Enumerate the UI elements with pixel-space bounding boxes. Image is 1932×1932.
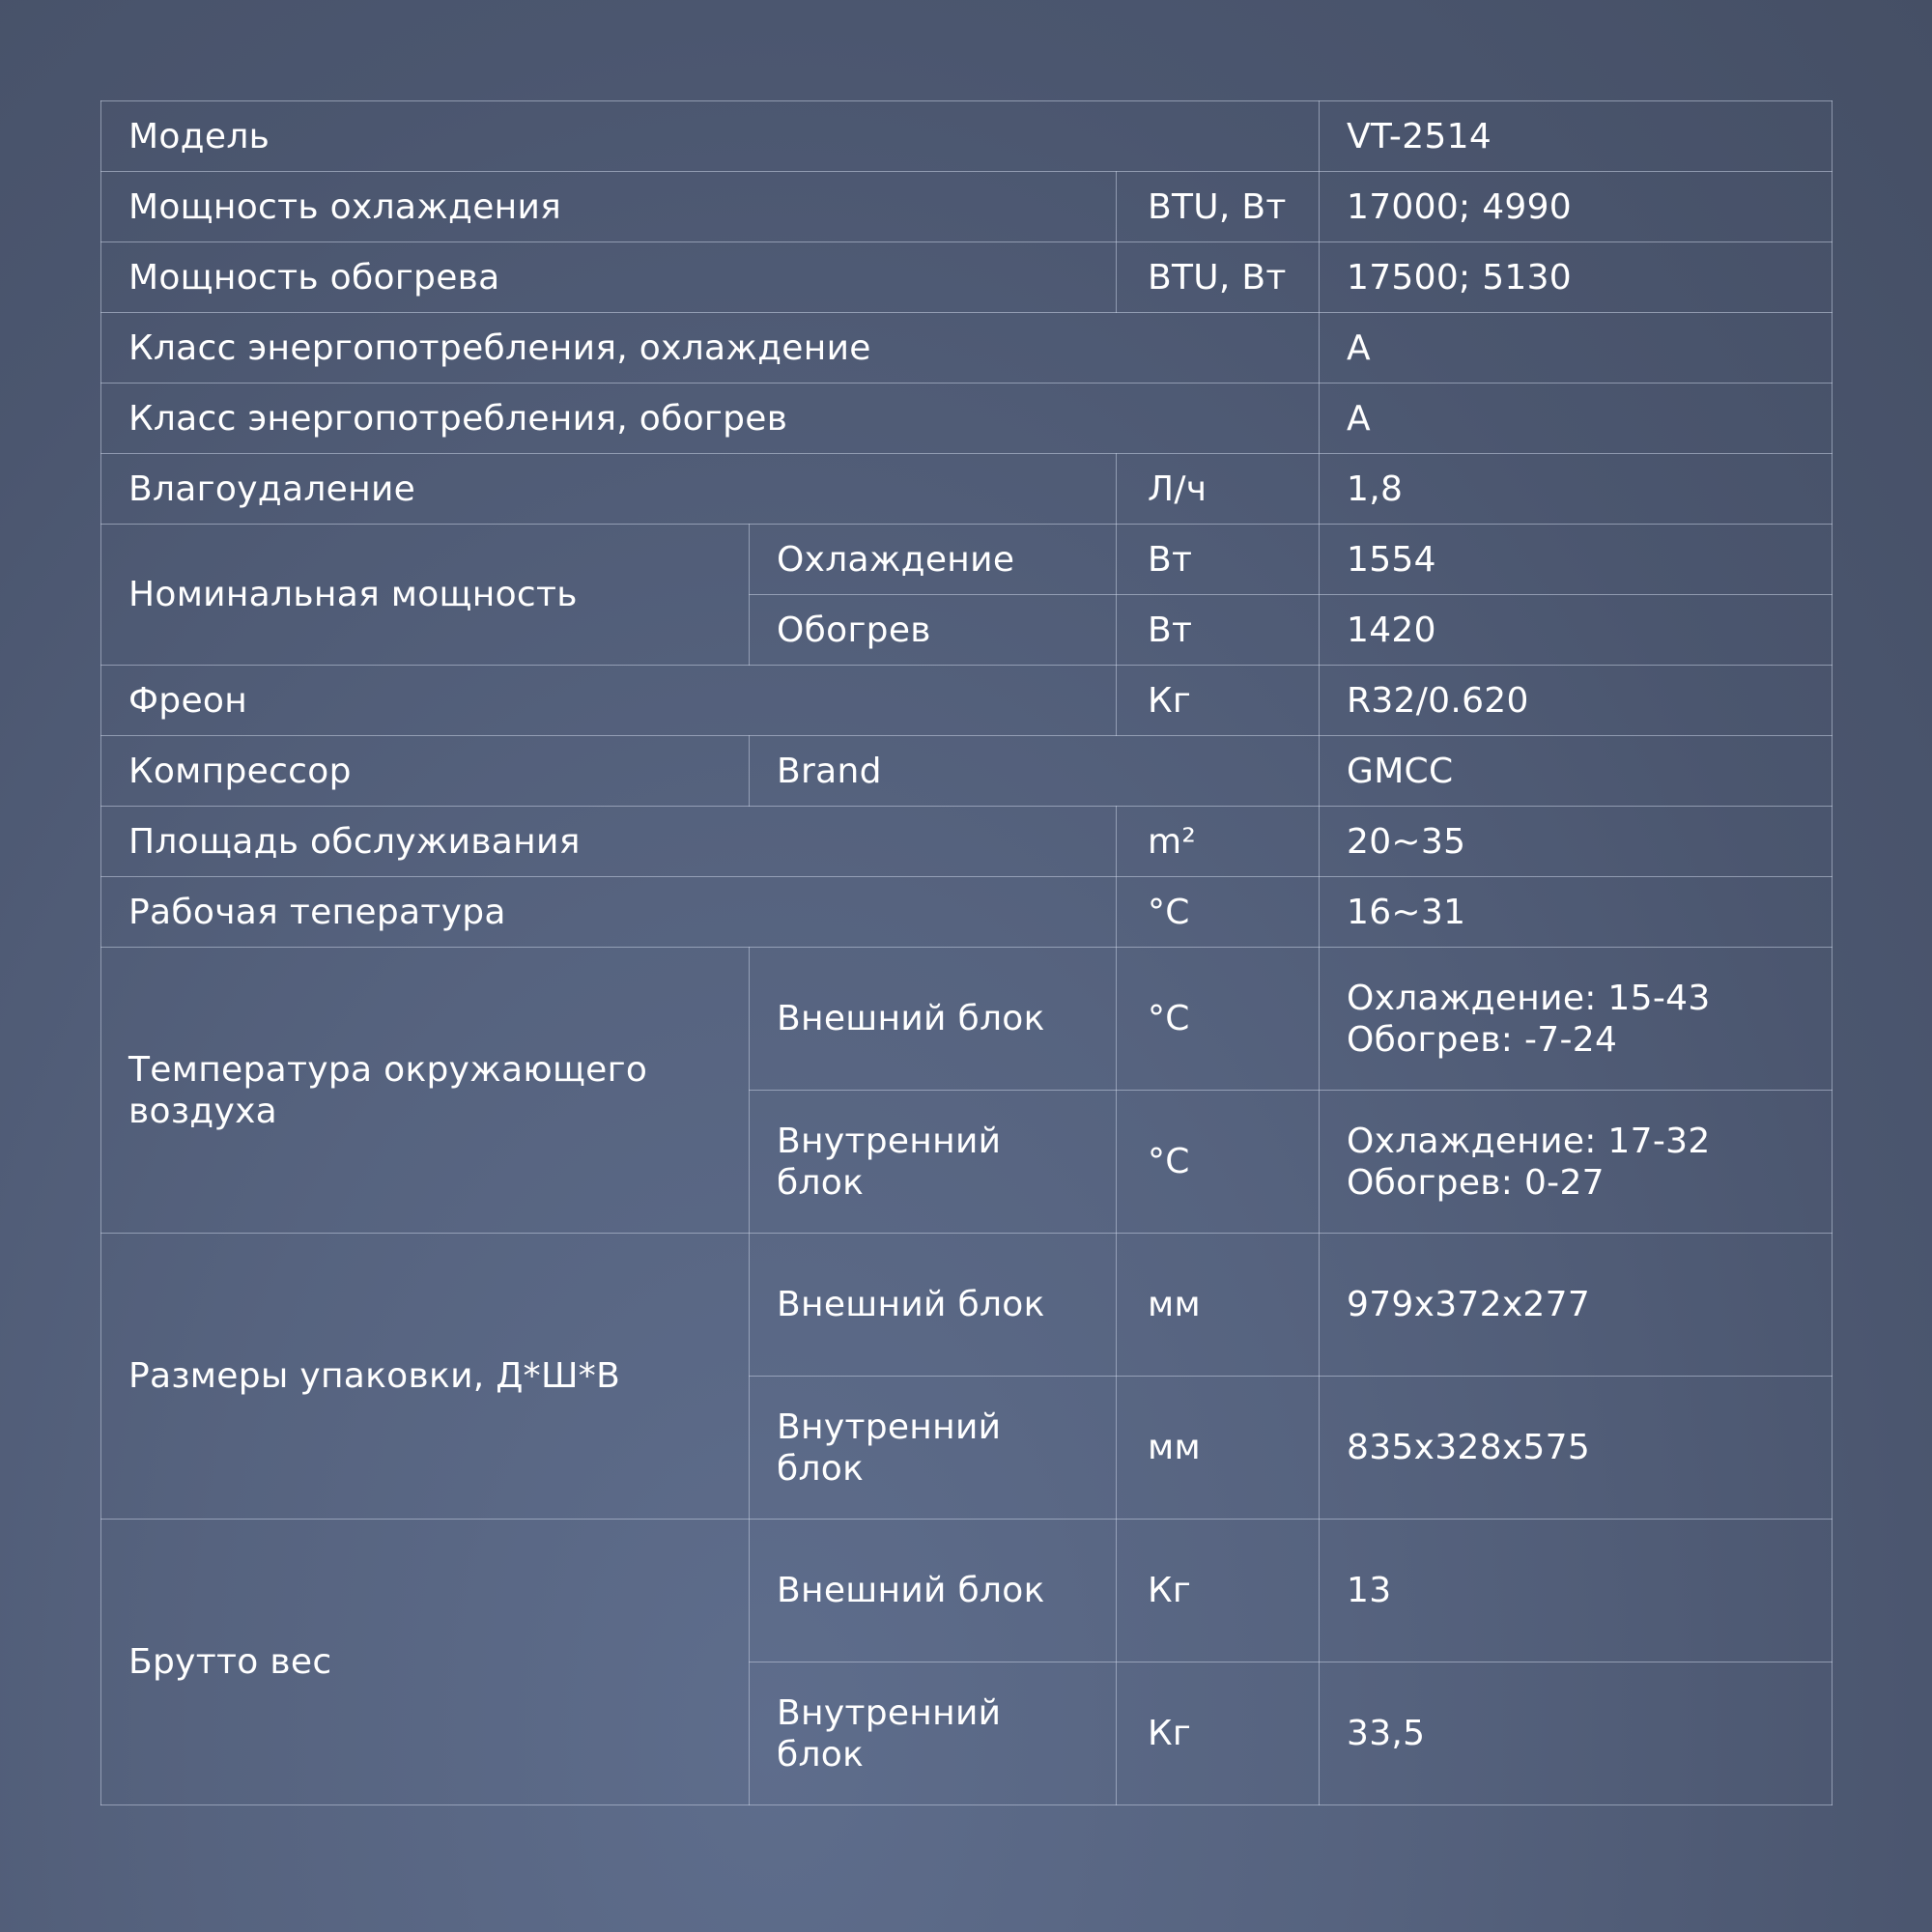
gross-weight-outdoor-label: Внешний блок	[750, 1520, 1117, 1662]
refrigerant-value: R32/0.620	[1320, 666, 1833, 736]
model-value: VT-2514	[1320, 101, 1833, 172]
compressor-sub-label: Brand	[750, 736, 1320, 807]
row-service-area	[101, 807, 1833, 877]
model-label: Модель	[101, 101, 1320, 172]
gross-weight-label: Брутто вес	[101, 1520, 750, 1805]
row-ambient-temp-outdoor	[101, 948, 1833, 1091]
ambient-temp-label: Температура окружающего воздуха	[101, 948, 750, 1234]
row-refrigerant	[101, 666, 1833, 736]
row-package-size-outdoor	[101, 1234, 1833, 1377]
ambient-temp-outdoor-cooling: Охлаждение: 15-43	[1347, 978, 1711, 1018]
ambient-temp-outdoor-unit: °C	[1117, 948, 1320, 1091]
gross-weight-indoor-label: Внутренний блок	[750, 1662, 1117, 1805]
gross-weight-indoor-unit: Кг	[1117, 1662, 1320, 1805]
ambient-temp-indoor-label: Внутренний блок	[750, 1091, 1117, 1234]
service-area-value: 20~35	[1320, 807, 1833, 877]
rated-power-heating-value: 1420	[1320, 595, 1833, 666]
cooling-power-value: 17000; 4990	[1320, 172, 1833, 242]
row-energy-class-cooling	[101, 313, 1833, 384]
package-size-outdoor-label: Внешний блок	[750, 1234, 1117, 1377]
dehumidification-label: Влагоудаление	[101, 454, 1117, 525]
dehumidification-value: 1,8	[1320, 454, 1833, 525]
rated-power-heating-unit: Вт	[1117, 595, 1320, 666]
cooling-power-label: Мощность охлаждения	[101, 172, 1117, 242]
rated-power-label: Номинальная мощность	[101, 525, 750, 666]
refrigerant-unit: Кг	[1117, 666, 1320, 736]
package-size-indoor-label: Внутренний блок	[750, 1377, 1117, 1520]
rated-power-cooling-label: Охлаждение	[750, 525, 1117, 595]
row-compressor	[101, 736, 1833, 807]
specifications-table	[100, 100, 1833, 1805]
refrigerant-label: Фреон	[101, 666, 1117, 736]
ambient-temp-outdoor-heating: Обогрев: -7-24	[1347, 1019, 1618, 1060]
operating-temp-label: Рабочая тепература	[101, 877, 1117, 948]
operating-temp-value: 16~31	[1320, 877, 1833, 948]
cooling-power-unit: BTU, Вт	[1117, 172, 1320, 242]
row-rated-power-cooling	[101, 525, 1833, 595]
ambient-temp-outdoor-value	[1320, 948, 1833, 1091]
dehumidification-unit: Л/ч	[1117, 454, 1320, 525]
heating-power-unit: BTU, Вт	[1117, 242, 1320, 313]
ambient-temp-indoor-heating: Обогрев: 0-27	[1347, 1162, 1605, 1203]
package-size-label: Размеры упаковки, Д*Ш*В	[101, 1234, 750, 1520]
ambient-temp-indoor-cooling: Охлаждение: 17-32	[1347, 1121, 1711, 1161]
heating-power-value: 17500; 5130	[1320, 242, 1833, 313]
ambient-temp-outdoor-label: Внешний блок	[750, 948, 1117, 1091]
package-size-indoor-value: 835x328x575	[1320, 1377, 1833, 1520]
row-heating-power	[101, 242, 1833, 313]
rated-power-cooling-unit: Вт	[1117, 525, 1320, 595]
package-size-indoor-unit: мм	[1117, 1377, 1320, 1520]
row-operating-temp	[101, 877, 1833, 948]
ambient-temp-indoor-unit: °C	[1117, 1091, 1320, 1234]
operating-temp-unit: °C	[1117, 877, 1320, 948]
package-size-outdoor-value: 979x372x277	[1320, 1234, 1833, 1377]
gross-weight-outdoor-unit: Кг	[1117, 1520, 1320, 1662]
row-dehumidification	[101, 454, 1833, 525]
row-cooling-power	[101, 172, 1833, 242]
row-model	[101, 101, 1833, 172]
service-area-label: Площадь обслуживания	[101, 807, 1117, 877]
rated-power-heating-label: Обогрев	[750, 595, 1117, 666]
gross-weight-indoor-value: 33,5	[1320, 1662, 1833, 1805]
ambient-temp-indoor-value	[1320, 1091, 1833, 1234]
energy-class-cooling-label: Класс энергопотребления, охлаждение	[101, 313, 1320, 384]
package-size-outdoor-unit: мм	[1117, 1234, 1320, 1377]
compressor-value: GMCC	[1320, 736, 1833, 807]
service-area-unit: m²	[1117, 807, 1320, 877]
row-gross-weight-outdoor	[101, 1520, 1833, 1662]
energy-class-heating-label: Класс энергопотребления, обогрев	[101, 384, 1320, 454]
rated-power-cooling-value: 1554	[1320, 525, 1833, 595]
compressor-label: Компрессор	[101, 736, 750, 807]
energy-class-cooling-value: A	[1320, 313, 1833, 384]
energy-class-heating-value: A	[1320, 384, 1833, 454]
row-energy-class-heating	[101, 384, 1833, 454]
heating-power-label: Мощность обогрева	[101, 242, 1117, 313]
gross-weight-outdoor-value: 13	[1320, 1520, 1833, 1662]
